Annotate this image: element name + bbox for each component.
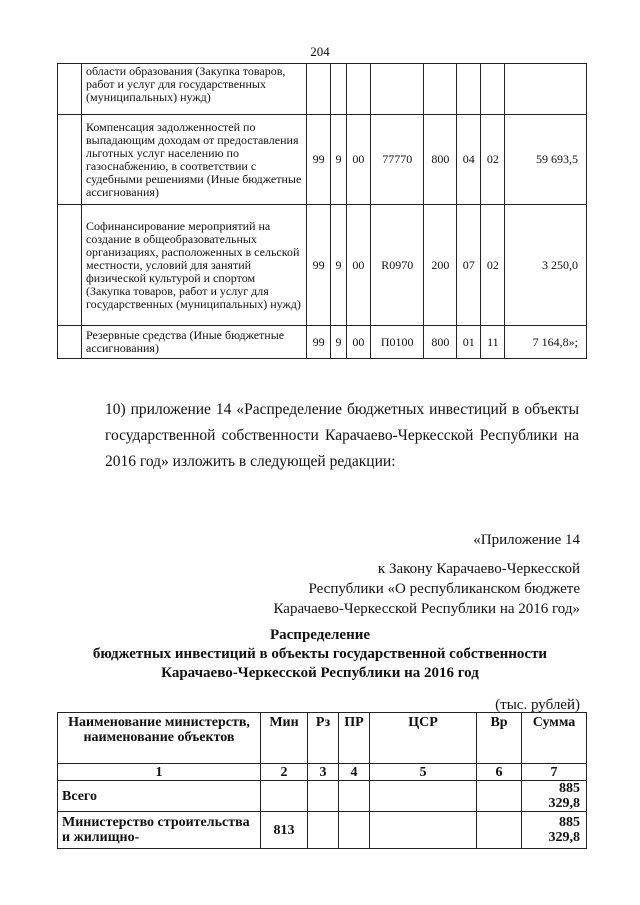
cell-min: 813	[261, 812, 308, 849]
header-vr: Вр	[477, 713, 522, 764]
cell-rz: 07	[457, 205, 481, 326]
appendix-line-2: Республики «О республиканском бюджете	[308, 581, 580, 597]
table-row	[58, 326, 587, 359]
cell-p2: 00	[346, 115, 370, 205]
cell-rz: 01	[457, 326, 481, 359]
title-line-2: бюджетных инвестиций в объекты государственной собственности	[92, 646, 548, 662]
header-name: Наименование министерств, наименование объектов	[58, 713, 261, 764]
header-csr: ЦСР	[370, 713, 477, 764]
title-line-3: Карачаево-Черкесской Республики на 2016 год	[161, 665, 479, 681]
amendment-paragraph	[67, 397, 579, 475]
table-row	[58, 64, 587, 115]
stub-cell	[58, 326, 82, 359]
cell-p1: 9	[331, 205, 347, 326]
header-row	[58, 713, 587, 764]
row-name: Компенсация задолженностей по выпадающим доходам от предоставления льготных услуг населению по газоснабжению, в соответствии с судебными решениями (Иные бюджетные ассигнования)	[82, 115, 307, 205]
col-number: 1	[58, 764, 261, 781]
cell-vr: 800	[424, 115, 457, 205]
investment-table	[57, 712, 587, 849]
header-sum: Сумма	[522, 713, 587, 764]
col-number: 7	[522, 764, 587, 781]
cell-rz: 04	[457, 115, 481, 205]
cell-sum	[505, 64, 587, 115]
cell-sum: 7 164,8»;	[505, 326, 587, 359]
table-row	[58, 781, 587, 812]
stub-cell	[58, 205, 82, 326]
stub-cell	[58, 64, 82, 115]
cell-min	[261, 781, 308, 812]
title-line-1: Распределение	[269, 627, 371, 643]
cell-csr: П0100	[370, 326, 424, 359]
row-name: области образования (Закупка товаров, работ и услуг для государственных (муниципальных) нужд)	[82, 64, 307, 115]
section-title	[0, 626, 640, 683]
cell-pr: 02	[481, 115, 505, 205]
appendix-line-3: Карачаево-Черкесской Республики на 2016 год»	[273, 601, 580, 617]
cell-vr	[477, 812, 522, 849]
header-pr: ПР	[339, 713, 370, 764]
cell-min: 99	[307, 115, 331, 205]
cell-rz	[457, 64, 481, 115]
cell-sum: 885 329,8	[522, 781, 587, 812]
cell-pr	[339, 812, 370, 849]
cell-sum: 885 329,8	[522, 812, 587, 849]
table-row	[58, 205, 587, 326]
cell-min: 99	[307, 326, 331, 359]
cell-min	[307, 64, 331, 115]
cell-vr: 800	[424, 326, 457, 359]
col-number: 5	[370, 764, 477, 781]
page-number: 204	[310, 44, 330, 59]
header-min: Мин	[261, 713, 308, 764]
cell-p1: 9	[331, 115, 347, 205]
appendix-line-1: к Закону Карачаево-Черкесской	[377, 561, 580, 577]
cell-sum: 59 693,5	[505, 115, 587, 205]
cell-p2: 00	[346, 205, 370, 326]
row-name: Всего	[58, 781, 261, 812]
units-label: (тыс. рублей)	[495, 697, 580, 713]
row-name: Резервные средства (Иные бюджетные ассигнования)	[82, 326, 307, 359]
cell-pr	[339, 781, 370, 812]
cell-rz	[308, 781, 339, 812]
cell-vr	[477, 781, 522, 812]
appendix-label: «Приложение 14	[473, 532, 580, 548]
cell-pr	[481, 64, 505, 115]
cell-pr: 11	[481, 326, 505, 359]
col-number: 4	[339, 764, 370, 781]
cell-csr: 77770	[370, 115, 424, 205]
cell-csr	[370, 64, 424, 115]
paragraph-text: 10) приложение 14 «Распределение бюджетных инвестиций в объекты государственной собственности Карачаево-Черкесской Республики на 2016 год» изложить в следующей редакции:	[105, 401, 579, 470]
column-numbers-row	[58, 764, 587, 781]
cell-pr: 02	[481, 205, 505, 326]
row-name: Софинансирование мероприятий на создание в общеобразовательных организациях, расположенных в сельской местности, условий для занятий физической культурой и спортом (Закупка товаров, работ и услуг для государственных (муниципальных) нужд)	[82, 205, 307, 326]
cell-csr: R0970	[370, 205, 424, 326]
cell-p2	[346, 64, 370, 115]
stub-cell	[58, 115, 82, 205]
cell-sum: 3 250,0	[505, 205, 587, 326]
cell-min: 99	[307, 205, 331, 326]
cell-p1	[331, 64, 347, 115]
cell-csr	[370, 812, 477, 849]
table-row	[58, 115, 587, 205]
col-number: 2	[261, 764, 308, 781]
cell-csr	[370, 781, 477, 812]
col-number: 6	[477, 764, 522, 781]
cell-p2: 00	[346, 326, 370, 359]
header-rz: Рз	[308, 713, 339, 764]
cell-vr	[424, 64, 457, 115]
col-number: 3	[308, 764, 339, 781]
row-name: Министерство строительства и жилищно-	[58, 812, 261, 849]
cell-p1: 9	[331, 326, 347, 359]
cell-vr: 200	[424, 205, 457, 326]
appendix-reference	[274, 559, 581, 619]
expenditure-table-continued	[57, 63, 587, 359]
table-row	[58, 812, 587, 849]
cell-rz	[308, 812, 339, 849]
